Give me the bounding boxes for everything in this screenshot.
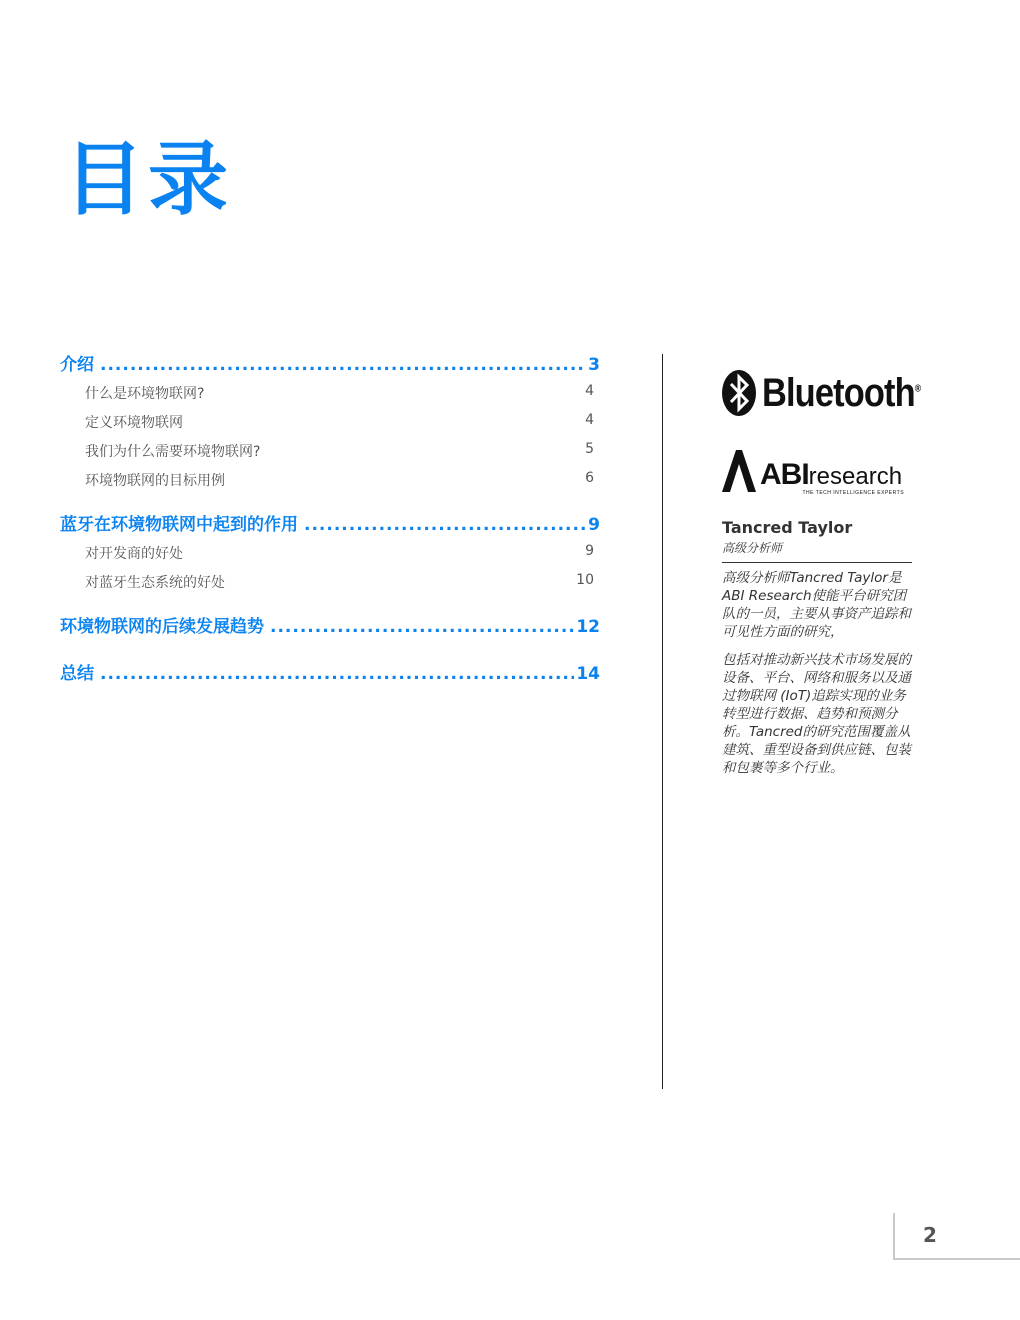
abi-tagline: THE TECH INTELLIGENCE EXPERTS bbox=[802, 490, 905, 496]
toc-item-trends[interactable] bbox=[60, 612, 600, 637]
toc-subitem[interactable] bbox=[60, 441, 594, 461]
author-bio-2: 包括对推动新兴技术市场发展的设备、平台、网络和服务以及通过物联网 (IoT)追踪实现的业务转型进行数据、趋势和预测分析。Tancred的研究范围覆盖从建筑、重型设备到供应链、包装和包裹等多个行业。 bbox=[722, 652, 911, 776]
page-number-box bbox=[893, 1213, 1020, 1260]
bluetooth-icon bbox=[722, 370, 756, 416]
toc-subitem-label: 什么是环境物联网? bbox=[85, 386, 205, 402]
author-role: 高级分析师 bbox=[722, 539, 912, 563]
toc-subitem-page: 4 bbox=[585, 412, 594, 428]
toc-item-page: 3 bbox=[588, 355, 600, 375]
toc-item-page: 9 bbox=[588, 515, 600, 535]
author-bio-1: 高级分析师Tancred Taylor是ABI Research使能平台研究团队的一员，主要从事资产追踪和可见性方面的研究， bbox=[722, 570, 911, 640]
toc-subitem[interactable] bbox=[60, 543, 594, 563]
abi-mark-icon bbox=[722, 450, 756, 492]
author-name: Tancred Taylor bbox=[722, 518, 853, 537]
table-of-contents bbox=[60, 350, 600, 692]
toc-subitem[interactable] bbox=[60, 412, 594, 432]
toc-item-label: 蓝牙在环境物联网中起到的作用 bbox=[60, 515, 298, 535]
author-card bbox=[722, 518, 912, 777]
toc-subitem-page: 5 bbox=[585, 441, 594, 457]
bluetooth-wordmark: Bluetooth® bbox=[762, 370, 921, 415]
bluetooth-logo bbox=[722, 370, 946, 416]
toc-subitem[interactable] bbox=[60, 383, 594, 403]
toc-leader-dots bbox=[304, 515, 586, 535]
page-number: 2 bbox=[923, 1223, 937, 1247]
toc-item-intro[interactable] bbox=[60, 350, 600, 375]
toc-subitem[interactable] bbox=[60, 470, 594, 490]
toc-item-label: 介绍 bbox=[60, 355, 94, 375]
toc-subitem-page: 9 bbox=[585, 543, 594, 559]
abi-research-logo bbox=[722, 450, 905, 496]
toc-subitem-page: 6 bbox=[585, 470, 594, 486]
toc-leader-dots bbox=[100, 664, 574, 684]
toc-item-page: 14 bbox=[576, 664, 600, 684]
abi-wordmark-main: ABI bbox=[760, 458, 809, 491]
toc-subitem-label: 定义环境物联网 bbox=[85, 415, 183, 431]
toc-subitem-label: 我们为什么需要环境物联网? bbox=[85, 444, 261, 460]
toc-item-page: 12 bbox=[576, 617, 600, 637]
abi-wordmark-sub: research bbox=[808, 463, 903, 490]
toc-subitem-label: 对开发商的好处 bbox=[85, 546, 183, 562]
page-title: 目录 bbox=[64, 133, 232, 226]
toc-subitem-label: 环境物联网的目标用例 bbox=[85, 473, 225, 489]
toc-item-summary[interactable] bbox=[60, 659, 600, 684]
toc-subitem[interactable] bbox=[60, 572, 594, 592]
toc-leader-dots bbox=[100, 355, 586, 375]
toc-subitem-page: 10 bbox=[576, 572, 594, 588]
toc-leader-dots bbox=[270, 617, 574, 637]
toc-subitem-label: 对蓝牙生态系统的好处 bbox=[85, 575, 225, 591]
toc-item-label: 环境物联网的后续发展趋势 bbox=[60, 617, 264, 637]
toc-subitem-page: 4 bbox=[585, 383, 594, 399]
toc-item-label: 总结 bbox=[60, 664, 94, 684]
toc-item-bluetooth-role[interactable] bbox=[60, 510, 600, 535]
vertical-divider bbox=[662, 354, 663, 1089]
